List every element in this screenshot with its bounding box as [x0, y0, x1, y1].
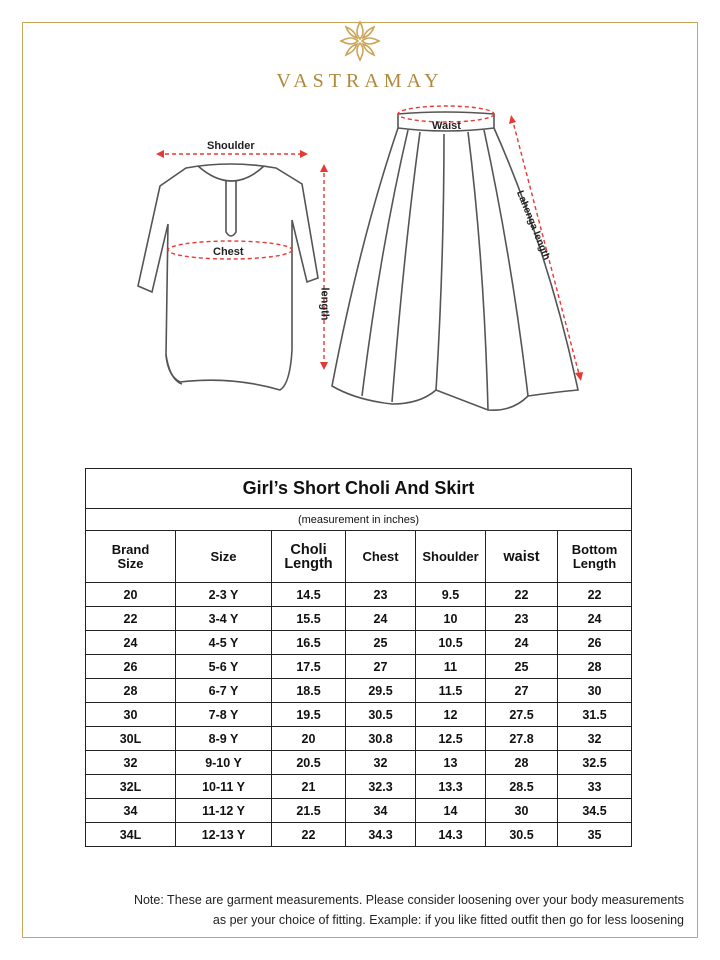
table-cell: 31.5 — [558, 703, 632, 727]
table-title: Girl’s Short Choli And Skirt — [86, 469, 632, 509]
table-row — [86, 775, 632, 799]
header-brand-size: Brand Size — [86, 531, 176, 583]
table-cell: 5-6 Y — [176, 655, 272, 679]
size-chart-table — [85, 468, 632, 847]
table-cell: 26 — [558, 631, 632, 655]
table-cell: 14 — [416, 799, 486, 823]
table-cell: 30L — [86, 727, 176, 751]
table-cell: 24 — [86, 631, 176, 655]
table-cell: 25 — [346, 631, 416, 655]
table-cell: 20 — [272, 727, 346, 751]
table-cell: 6-7 Y — [176, 679, 272, 703]
table-cell: 28 — [558, 655, 632, 679]
table-row — [86, 751, 632, 775]
table-cell: 30 — [558, 679, 632, 703]
table-cell: 12 — [416, 703, 486, 727]
table-cell: 11 — [416, 655, 486, 679]
table-cell: 21 — [272, 775, 346, 799]
table-cell: 28 — [86, 679, 176, 703]
table-cell: 10-11 Y — [176, 775, 272, 799]
table-cell: 22 — [558, 583, 632, 607]
table-cell: 20 — [86, 583, 176, 607]
header-shoulder: Shoulder — [416, 531, 486, 583]
table-row — [86, 655, 632, 679]
table-cell: 16.5 — [272, 631, 346, 655]
shoulder-label: Shoulder — [207, 140, 255, 152]
table-cell: 23 — [346, 583, 416, 607]
table-row — [86, 823, 632, 847]
table-cell: 29.5 — [346, 679, 416, 703]
table-cell: 32 — [558, 727, 632, 751]
table-cell: 8-9 Y — [176, 727, 272, 751]
header-chest: Chest — [346, 531, 416, 583]
brand-logo — [0, 18, 720, 64]
garment-illustration — [0, 100, 720, 440]
table-row — [86, 679, 632, 703]
fitting-note — [36, 890, 684, 930]
header-size: Size — [176, 531, 272, 583]
table-cell: 12-13 Y — [176, 823, 272, 847]
table-cell: 2-3 Y — [176, 583, 272, 607]
table-cell: 27.8 — [486, 727, 558, 751]
table-cell: 22 — [486, 583, 558, 607]
garment-diagram — [0, 100, 720, 440]
table-cell: 32L — [86, 775, 176, 799]
header-bottom-length: Bottom Length — [558, 531, 632, 583]
table-cell: 27 — [486, 679, 558, 703]
table-cell: 30 — [86, 703, 176, 727]
table-cell: 13.3 — [416, 775, 486, 799]
table-cell: 30.8 — [346, 727, 416, 751]
table-cell: 13 — [416, 751, 486, 775]
table-cell: 24 — [486, 631, 558, 655]
waist-label: Waist — [432, 120, 461, 132]
table-row — [86, 583, 632, 607]
table-cell: 7-8 Y — [176, 703, 272, 727]
table-body — [86, 583, 632, 847]
table-cell: 9.5 — [416, 583, 486, 607]
chest-label: Chest — [213, 246, 244, 258]
table-cell: 22 — [272, 823, 346, 847]
note-line-2: as per your choice of fitting. Example: if you like fitted outfit then go for less loosening — [212, 913, 684, 927]
table-row — [86, 607, 632, 631]
table-cell: 21.5 — [272, 799, 346, 823]
table-cell: 10 — [416, 607, 486, 631]
table-cell: 11.5 — [416, 679, 486, 703]
table-row — [86, 631, 632, 655]
table-cell: 28 — [486, 751, 558, 775]
table-cell: 27.5 — [486, 703, 558, 727]
table-cell: 23 — [486, 607, 558, 631]
table-cell: 28.5 — [486, 775, 558, 799]
table-cell: 14.3 — [416, 823, 486, 847]
table-cell: 19.5 — [272, 703, 346, 727]
floral-emblem-icon — [337, 18, 383, 64]
table-cell: 14.5 — [272, 583, 346, 607]
table-cell: 27 — [346, 655, 416, 679]
table-row — [86, 703, 632, 727]
table-cell: 4-5 Y — [176, 631, 272, 655]
table-subtitle: (measurement in inches) — [86, 509, 632, 531]
table-cell: 26 — [86, 655, 176, 679]
table-cell: 34 — [346, 799, 416, 823]
table-cell: 34.5 — [558, 799, 632, 823]
table-cell: 12.5 — [416, 727, 486, 751]
choli-drawing — [138, 164, 318, 390]
table-cell: 24 — [346, 607, 416, 631]
table-cell: 24 — [558, 607, 632, 631]
table-cell: 34.3 — [346, 823, 416, 847]
table-row — [86, 799, 632, 823]
table-cell: 30.5 — [346, 703, 416, 727]
table-cell: 34 — [86, 799, 176, 823]
brand-name: VASTRAMAY — [276, 70, 444, 92]
table-cell: 20.5 — [272, 751, 346, 775]
header-waist: waist — [486, 531, 558, 583]
header-choli-length: Choli Length — [272, 531, 346, 583]
table-cell: 22 — [86, 607, 176, 631]
table-cell: 34L — [86, 823, 176, 847]
table-cell: 32.3 — [346, 775, 416, 799]
table-cell: 10.5 — [416, 631, 486, 655]
table-cell: 11-12 Y — [176, 799, 272, 823]
table-cell: 30.5 — [486, 823, 558, 847]
table-cell: 32 — [346, 751, 416, 775]
table-cell: 32 — [86, 751, 176, 775]
table-cell: 9-10 Y — [176, 751, 272, 775]
table-cell: 17.5 — [272, 655, 346, 679]
table-cell: 15.5 — [272, 607, 346, 631]
table-cell: 35 — [558, 823, 632, 847]
table-cell: 18.5 — [272, 679, 346, 703]
note-line-1: Note: These are garment measurements. Please consider loosening over your body measurements — [133, 893, 684, 907]
table-cell: 25 — [486, 655, 558, 679]
table-cell: 30 — [486, 799, 558, 823]
table-cell: 3-4 Y — [176, 607, 272, 631]
column-headers — [86, 531, 632, 583]
table-row — [86, 727, 632, 751]
table-cell: 32.5 — [558, 751, 632, 775]
lehenga-length-label: Lahenga length — [514, 189, 552, 262]
table-cell: 33 — [558, 775, 632, 799]
length-label: length — [318, 287, 331, 321]
